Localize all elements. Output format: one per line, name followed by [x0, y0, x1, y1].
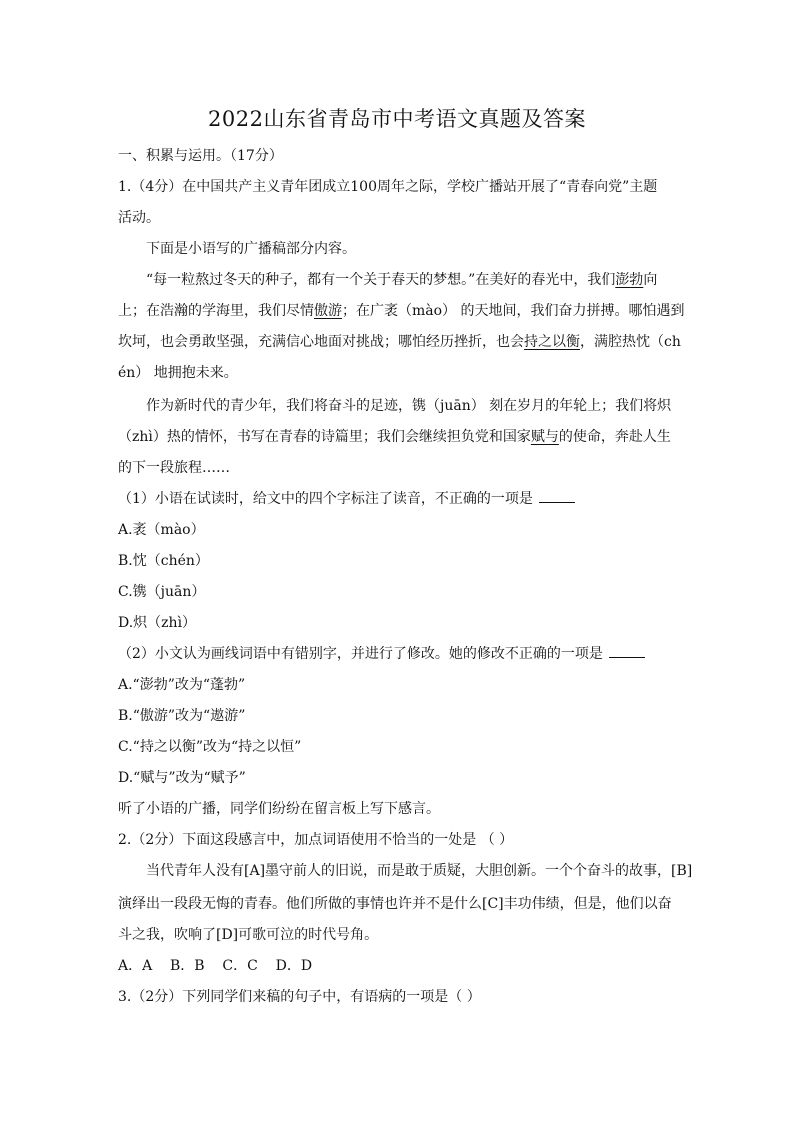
underlined-word: 持之以衡 [524, 334, 580, 350]
underlined-word: 傲游 [314, 303, 342, 319]
passage-1-line-2 [118, 301, 685, 321]
text: （zhì）热的情怀，书写在青春的诗篇里；我们会继续担负党和国家 [118, 429, 531, 445]
question-1-intro: 下面是小语写的广播稿部分内容。 [146, 241, 356, 257]
underlined-word: 澎勃 [615, 272, 644, 288]
option-a: A.“澎勃”改为“蓬勃” [118, 677, 246, 693]
passage-1-line-1 [146, 270, 708, 290]
option-d: D.炽（zhì） [118, 615, 197, 631]
option-a: A.袤（mào） [118, 522, 205, 538]
question-2-stem: 2.（2分）下面这段感言中，加点词语使用不恰当的一处是 （ ） [118, 832, 514, 848]
answer-blank [609, 645, 645, 658]
sub-question-1-stem [118, 489, 680, 509]
text: “每一粒熬过冬天的种子，都有一个关于春天的梦想。”在美好的春光中，我们 [146, 272, 616, 288]
option-c: C.镌（juān） [118, 584, 206, 600]
text: ，满腔热忱（ch [580, 334, 681, 350]
text: 上；在浩瀚的学海里，我们尽情 [118, 303, 314, 319]
question-2-passage-line-1: 当代青年人没有[A]墨守前人的旧说，而是敢于质疑，大胆创新。一个个奋斗的故事，[B] [146, 863, 693, 879]
page-title: 2022山东省青岛市中考语文真题及答案 [208, 107, 586, 131]
sub-question-2-stem [118, 644, 680, 664]
option-d: D.“赋与”改为“赋予” [118, 770, 246, 786]
question-3-stem: 3.（2分）下列同学们来稿的句子中，有语病的一项是（ ） [118, 989, 481, 1005]
section-heading: 一、积累与运用。（17分） [118, 148, 283, 164]
option-b: B.“傲游”改为“遨游” [118, 708, 246, 724]
text: （2）小文认为画线词语中有错别字，并进行了修改。她的修改不正确的一项是 [118, 646, 603, 662]
passage-1-line-4: én） 地拥抱未来。 [118, 365, 238, 381]
text: 坎坷，也会勇敢坚强，充满信心地面对挑战；哪怕经历挫折，也会 [118, 334, 524, 350]
transition-text: 听了小语的广播，同学们纷纷在留言板上写下感言。 [118, 801, 440, 817]
passage-2-line-3: 的下一段旅程…… [118, 460, 230, 476]
answer-blank [539, 490, 575, 503]
question-1-stem-cont: 活动。 [118, 210, 160, 226]
passage-2-line-2 [118, 427, 680, 447]
question-2-passage-line-3: 斗之我，吹响了[D]可歌可泣的时代号角。 [118, 927, 379, 943]
text: 向 [643, 272, 658, 288]
option-c: C.“持之以衡”改为“持之以恒” [118, 739, 302, 755]
passage-2-line-1: 作为新时代的青少年，我们将奋斗的足迹，镌（juān） 刻在岁月的年轮上；我们将炽 [146, 398, 672, 414]
underlined-word: 赋与 [530, 429, 559, 445]
text: ；在广袤（mào） 的天地间，我们奋力拼搏。哪怕遇到 [342, 303, 685, 319]
question-2-passage-line-2: 演绎出一段段无悔的青春。他们所做的事情也许并不是什么[C]丰功伟绩，但是，他们以奋 [118, 896, 672, 912]
passage-1-line-3 [118, 332, 680, 352]
option-b: B.忱（chén） [118, 553, 209, 569]
question-2-options: A．A B．B C．C D．D [118, 958, 313, 974]
text: （1）小语在试读时，给文中的四个字标注了读音，不正确的一项是 [118, 491, 533, 507]
question-1-stem: 1.（4分）在中国共产主义青年团成立100周年之际，学校广播站开展了“青春向党”主题 [118, 179, 658, 195]
text: 的使命，奔赴人生 [558, 429, 671, 445]
